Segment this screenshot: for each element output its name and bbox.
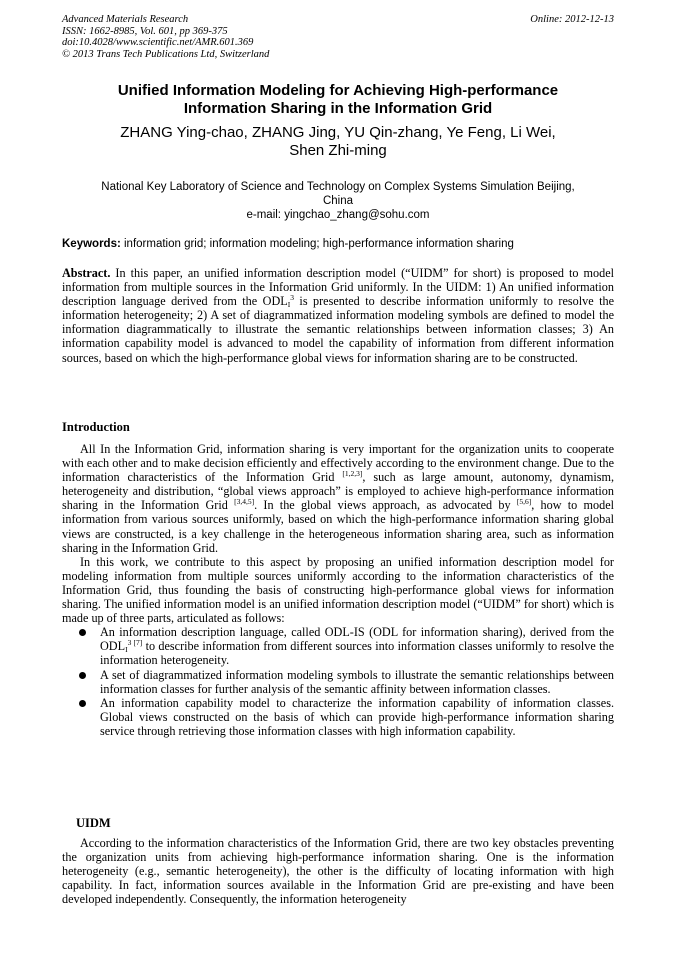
introduction-section [62,442,614,738]
bullet-icon [79,629,86,636]
intro-p1-a: All In the Information Grid, information sharing is very important for the organization units to cooperate with each other and to make decision efficiently and effectively according to the environment change. Due to the information characteristics of the Information Grid [62,442,614,485]
abstract-label: Abstract. [62,266,111,280]
keywords-text: information grid; information modeling; high-performance information sharing [120,238,514,250]
bullet-icon [79,672,86,679]
abstract-text-2: is presented to describe information uniformly to resolve the information heterogeneity; 2) A set of diagrammatized information modeling symbols are defined to model the information diagrammatically to illustrate the semantic relationships between information classes; 3) An information capability model is advanced to model the capability of information from different information sources, based on which the high-performance global views for information sharing are to be constructed. [62,294,614,365]
title-line-1: Unified Information Modeling for Achieving High-performance [117,82,559,99]
uidm-section [62,836,614,906]
journal-doi: doi:10.4028/www.scientific.net/AMR.601.369 [62,37,254,49]
abstract [62,266,614,365]
list-item [62,696,614,738]
authors-line-2: Shen Zhi-ming [289,142,387,159]
journal-name: Advanced Materials Research [62,14,189,25]
bullet-2-text: A set of diagrammatized information modeling symbols to illustrate the semantic relationships between information classes for further analysis of the semantic affinity between information classes. [100,667,614,696]
bullet-1-b: to describe information from different sources into information classes uniformly to resolve the information heterogeneity. [100,639,614,668]
abstract-sub: I [287,300,291,310]
list-item [62,668,614,696]
intro-p1-d: , how to model information from various sources uniformly, based on which the high-performance information sharing global views are constructed, is a key challenge in the heterogeneous information sharing area, such as information sharing in the Information Grid. [62,498,614,555]
bullet-icon [79,700,86,707]
keywords-label: Keywords: [62,238,121,250]
intro-paragraph-2: In this work, we contribute to this aspect by proposing an unified information description model for modeling information from multiple sources uniformly according to the information characteristics of the Information Grid, thus founding the basis of constructing high-performance global views for information sharing. The unified information model is an unified information description model (“UIDM” for short) which is made up of three parts, articulated as follows: [62,554,614,626]
paper-title [62,82,614,118]
bullet-1-sub: I [125,645,128,655]
online-date: Online: 2012-12-13 [530,14,614,25]
abstract-text-1: In this paper, an unified information description model (“UIDM” for short) is proposed to model information from multiple sources in the Information Grid uniformly. In the UIDM: 1) An unified information description language derived from the ODL [62,266,614,309]
authors-line-1: ZHANG Ying-chao, ZHANG Jing, YU Qin-zhang, Ye Feng, Li Wei, [120,124,556,141]
journal-issn: ISSN: 1662-8985, Vol. 601, pp 369-375 [62,25,228,37]
journal-copyright: © 2013 Trans Tech Publications Ltd, Switzerland [62,48,270,60]
citation-ref: [7] [131,638,143,648]
bullet-3-text: An information capability model to characterize the information capability of information classes. Global views constructed on the basis of which can provide high-performance information sharing service through retrieving those information classes with high information capability. [100,695,614,738]
author-email: e-mail: yingchao_zhang@sohu.com [246,209,430,221]
list-item [62,625,614,667]
citation-ref: [3,4,5] [234,497,255,507]
citation-ref: [5,6] [516,497,532,507]
affiliation [62,180,614,222]
contribution-list [62,625,614,738]
journal-header [62,14,614,60]
introduction-heading: Introduction [62,420,130,434]
bullet-1-a: An information description language, called ODL-IS (ODL for information sharing), derived from the ODL [100,625,614,654]
uidm-heading: UIDM [76,816,111,830]
author-list [62,124,614,160]
affiliation-line-1: National Key Laboratory of Science and Technology on Complex Systems Simulation Beijing, [101,181,575,193]
intro-p1-b: , such as large amount, autonomy, dynamism, heterogeneity and distribution, “global views approach” is employed to achieve high-performance information sharing in the Information Grid [62,470,614,513]
bullet-1-sup: 3 [127,638,132,648]
citation-ref: [1,2,3] [342,469,363,479]
title-line-2: Information Sharing in the Information Grid [183,100,493,117]
uidm-paragraph-1: According to the information characteristics of the Information Grid, there are two key obstacles preventing the organization units from achieving high-performance information sharing. One is the information heterogeneity (e.g., semantic heterogeneity), the other is the difficulty of locating information with high capability. In fact, information sources available in the Information Grid are pre-existing and have been developed independently. Consequently, the information heterogeneity [62,836,614,907]
affiliation-line-2: China [322,195,354,207]
intro-paragraph-1 [62,442,614,555]
abstract-sup: 3 [290,293,294,303]
keywords [62,237,614,251]
intro-p1-c: . In the global views approach, as advocated by [254,498,517,513]
